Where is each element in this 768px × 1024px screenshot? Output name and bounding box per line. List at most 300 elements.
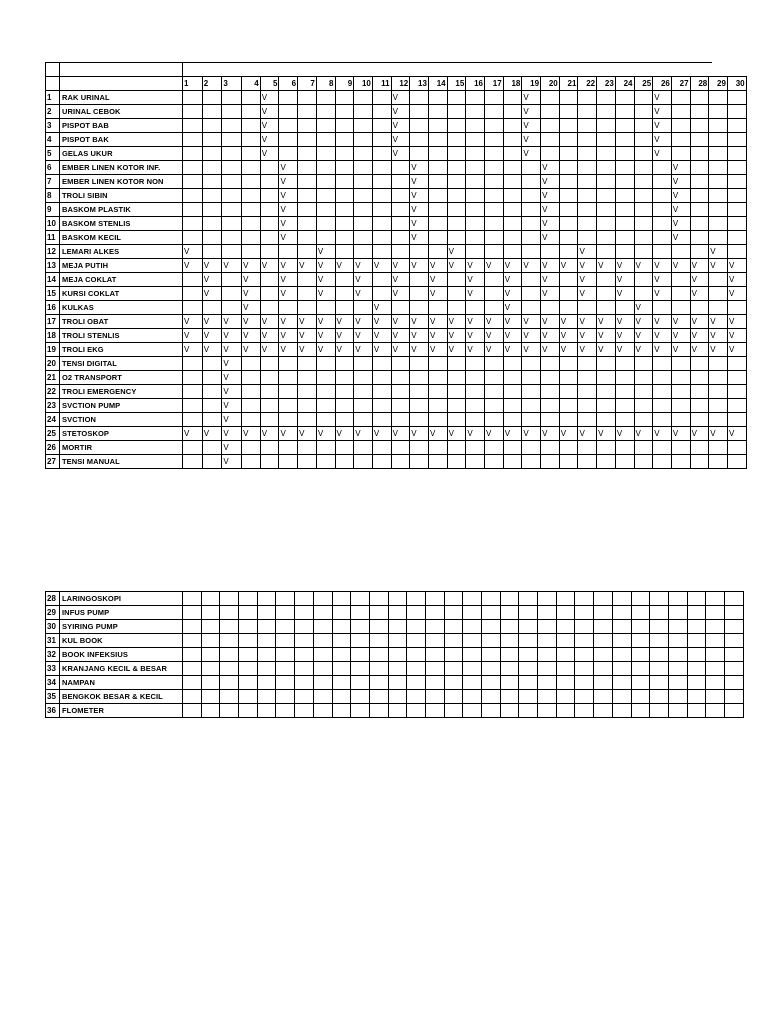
- day-check-cell[interactable]: [183, 147, 203, 161]
- day-check-cell[interactable]: V: [335, 259, 354, 273]
- day-check-cell[interactable]: [485, 273, 504, 287]
- day-check-cell[interactable]: [668, 634, 687, 648]
- day-check-cell[interactable]: [594, 606, 613, 620]
- day-check-cell[interactable]: V: [354, 273, 373, 287]
- day-check-cell[interactable]: V: [653, 287, 672, 301]
- day-check-cell[interactable]: [332, 704, 351, 718]
- day-check-cell[interactable]: [578, 91, 597, 105]
- day-check-cell[interactable]: [541, 371, 560, 385]
- day-check-cell[interactable]: [372, 357, 391, 371]
- day-check-cell[interactable]: [709, 399, 728, 413]
- day-check-cell[interactable]: [522, 273, 541, 287]
- day-check-cell[interactable]: [332, 662, 351, 676]
- day-check-cell[interactable]: [482, 592, 501, 606]
- day-check-cell[interactable]: [183, 91, 203, 105]
- day-check-cell[interactable]: [295, 662, 314, 676]
- day-check-cell[interactable]: [709, 147, 728, 161]
- day-check-cell[interactable]: [242, 357, 261, 371]
- day-check-cell[interactable]: [425, 592, 444, 606]
- day-check-cell[interactable]: [183, 634, 202, 648]
- day-check-cell[interactable]: [650, 676, 669, 690]
- day-check-cell[interactable]: [612, 704, 631, 718]
- day-check-cell[interactable]: [706, 704, 725, 718]
- day-check-cell[interactable]: V: [503, 343, 522, 357]
- day-check-cell[interactable]: [354, 371, 373, 385]
- day-check-cell[interactable]: [631, 662, 650, 676]
- day-check-cell[interactable]: [335, 455, 354, 469]
- day-check-cell[interactable]: V: [183, 315, 203, 329]
- day-check-cell[interactable]: [690, 371, 709, 385]
- day-check-cell[interactable]: [653, 231, 672, 245]
- day-check-cell[interactable]: [727, 413, 746, 427]
- day-check-cell[interactable]: [556, 620, 575, 634]
- day-check-cell[interactable]: [410, 413, 429, 427]
- day-check-cell[interactable]: [709, 287, 728, 301]
- day-check-cell[interactable]: V: [615, 273, 634, 287]
- day-check-cell[interactable]: [183, 175, 203, 189]
- day-check-cell[interactable]: [388, 634, 407, 648]
- day-check-cell[interactable]: [276, 648, 295, 662]
- day-check-cell[interactable]: [634, 189, 653, 203]
- day-check-cell[interactable]: V: [428, 329, 447, 343]
- day-check-cell[interactable]: [482, 648, 501, 662]
- day-check-cell[interactable]: [522, 399, 541, 413]
- day-check-cell[interactable]: [519, 690, 538, 704]
- day-check-cell[interactable]: V: [522, 427, 541, 441]
- day-check-cell[interactable]: V: [410, 315, 429, 329]
- day-check-cell[interactable]: [690, 203, 709, 217]
- day-check-cell[interactable]: [335, 413, 354, 427]
- day-check-cell[interactable]: [485, 105, 504, 119]
- day-check-cell[interactable]: [597, 175, 616, 189]
- day-check-cell[interactable]: [653, 175, 672, 189]
- day-check-cell[interactable]: [463, 662, 482, 676]
- day-check-cell[interactable]: [242, 217, 261, 231]
- day-check-cell[interactable]: [260, 357, 279, 371]
- day-check-cell[interactable]: V: [410, 343, 429, 357]
- day-check-cell[interactable]: [463, 704, 482, 718]
- day-check-cell[interactable]: [612, 676, 631, 690]
- day-check-cell[interactable]: [522, 441, 541, 455]
- day-check-cell[interactable]: [668, 606, 687, 620]
- day-check-cell[interactable]: [634, 287, 653, 301]
- day-check-cell[interactable]: [538, 676, 557, 690]
- day-check-cell[interactable]: [466, 189, 485, 203]
- day-check-cell[interactable]: V: [260, 133, 279, 147]
- day-check-cell[interactable]: V: [709, 245, 728, 259]
- day-check-cell[interactable]: [295, 690, 314, 704]
- day-check-cell[interactable]: V: [541, 217, 560, 231]
- day-check-cell[interactable]: [466, 161, 485, 175]
- day-check-cell[interactable]: [183, 455, 203, 469]
- day-check-cell[interactable]: [316, 119, 335, 133]
- day-check-cell[interactable]: [578, 399, 597, 413]
- day-check-cell[interactable]: [541, 147, 560, 161]
- day-check-cell[interactable]: [522, 301, 541, 315]
- day-check-cell[interactable]: [201, 606, 220, 620]
- day-check-cell[interactable]: V: [578, 343, 597, 357]
- day-check-cell[interactable]: [724, 620, 743, 634]
- day-check-cell[interactable]: V: [634, 315, 653, 329]
- day-check-cell[interactable]: V: [653, 329, 672, 343]
- day-check-cell[interactable]: [500, 620, 519, 634]
- day-check-cell[interactable]: [183, 606, 202, 620]
- day-check-cell[interactable]: [220, 620, 239, 634]
- day-check-cell[interactable]: [447, 161, 466, 175]
- day-check-cell[interactable]: V: [541, 343, 560, 357]
- day-check-cell[interactable]: V: [634, 301, 653, 315]
- day-check-cell[interactable]: [519, 592, 538, 606]
- day-check-cell[interactable]: [671, 371, 690, 385]
- day-check-cell[interactable]: V: [279, 259, 298, 273]
- day-check-cell[interactable]: [428, 217, 447, 231]
- day-check-cell[interactable]: [202, 119, 222, 133]
- day-check-cell[interactable]: [428, 161, 447, 175]
- day-check-cell[interactable]: [466, 217, 485, 231]
- day-check-cell[interactable]: [428, 105, 447, 119]
- day-check-cell[interactable]: V: [335, 315, 354, 329]
- day-check-cell[interactable]: [447, 91, 466, 105]
- day-check-cell[interactable]: [410, 133, 429, 147]
- day-check-cell[interactable]: [690, 175, 709, 189]
- day-check-cell[interactable]: [391, 455, 410, 469]
- day-check-cell[interactable]: [578, 231, 597, 245]
- day-check-cell[interactable]: [503, 231, 522, 245]
- day-check-cell[interactable]: [316, 189, 335, 203]
- day-check-cell[interactable]: [653, 455, 672, 469]
- day-check-cell[interactable]: [372, 245, 391, 259]
- day-check-cell[interactable]: [500, 690, 519, 704]
- day-check-cell[interactable]: [201, 620, 220, 634]
- day-check-cell[interactable]: V: [709, 329, 728, 343]
- day-check-cell[interactable]: [298, 413, 317, 427]
- day-check-cell[interactable]: [279, 399, 298, 413]
- day-check-cell[interactable]: [597, 385, 616, 399]
- day-check-cell[interactable]: V: [316, 427, 335, 441]
- day-check-cell[interactable]: V: [522, 119, 541, 133]
- day-check-cell[interactable]: [634, 175, 653, 189]
- day-check-cell[interactable]: [485, 189, 504, 203]
- day-check-cell[interactable]: V: [222, 343, 242, 357]
- day-check-cell[interactable]: [260, 203, 279, 217]
- day-check-cell[interactable]: V: [690, 427, 709, 441]
- day-check-cell[interactable]: [653, 161, 672, 175]
- day-check-cell[interactable]: [727, 385, 746, 399]
- day-check-cell[interactable]: [597, 161, 616, 175]
- day-check-cell[interactable]: [668, 620, 687, 634]
- day-check-cell[interactable]: [556, 648, 575, 662]
- day-check-cell[interactable]: [410, 105, 429, 119]
- day-check-cell[interactable]: [559, 91, 578, 105]
- day-check-cell[interactable]: V: [671, 231, 690, 245]
- day-check-cell[interactable]: [709, 441, 728, 455]
- day-check-cell[interactable]: V: [578, 259, 597, 273]
- day-check-cell[interactable]: [202, 385, 222, 399]
- day-check-cell[interactable]: [650, 690, 669, 704]
- day-check-cell[interactable]: [391, 175, 410, 189]
- day-check-cell[interactable]: [559, 413, 578, 427]
- day-check-cell[interactable]: [183, 620, 202, 634]
- day-check-cell[interactable]: [541, 413, 560, 427]
- day-check-cell[interactable]: V: [559, 427, 578, 441]
- day-check-cell[interactable]: [503, 371, 522, 385]
- day-check-cell[interactable]: [597, 287, 616, 301]
- day-check-cell[interactable]: [538, 606, 557, 620]
- day-check-cell[interactable]: [634, 231, 653, 245]
- day-check-cell[interactable]: [354, 105, 373, 119]
- day-check-cell[interactable]: [668, 662, 687, 676]
- day-check-cell[interactable]: [222, 287, 242, 301]
- day-check-cell[interactable]: [615, 217, 634, 231]
- day-check-cell[interactable]: [313, 620, 332, 634]
- day-check-cell[interactable]: V: [391, 329, 410, 343]
- day-check-cell[interactable]: [447, 119, 466, 133]
- day-check-cell[interactable]: V: [727, 259, 746, 273]
- day-check-cell[interactable]: V: [485, 315, 504, 329]
- day-check-cell[interactable]: [578, 175, 597, 189]
- day-check-cell[interactable]: [388, 648, 407, 662]
- day-check-cell[interactable]: [727, 105, 746, 119]
- day-check-cell[interactable]: [222, 189, 242, 203]
- day-check-cell[interactable]: V: [709, 427, 728, 441]
- day-check-cell[interactable]: [316, 217, 335, 231]
- day-check-cell[interactable]: [391, 399, 410, 413]
- day-check-cell[interactable]: [597, 147, 616, 161]
- day-check-cell[interactable]: V: [354, 259, 373, 273]
- day-check-cell[interactable]: [298, 287, 317, 301]
- day-check-cell[interactable]: V: [410, 175, 429, 189]
- day-check-cell[interactable]: [410, 441, 429, 455]
- day-check-cell[interactable]: V: [727, 273, 746, 287]
- day-check-cell[interactable]: [466, 385, 485, 399]
- day-check-cell[interactable]: [183, 203, 203, 217]
- day-check-cell[interactable]: [503, 133, 522, 147]
- day-check-cell[interactable]: [298, 357, 317, 371]
- day-check-cell[interactable]: [503, 385, 522, 399]
- day-check-cell[interactable]: [316, 385, 335, 399]
- day-check-cell[interactable]: [466, 371, 485, 385]
- day-check-cell[interactable]: [634, 273, 653, 287]
- day-check-cell[interactable]: [447, 231, 466, 245]
- day-check-cell[interactable]: [391, 371, 410, 385]
- day-check-cell[interactable]: V: [615, 329, 634, 343]
- day-check-cell[interactable]: [276, 690, 295, 704]
- day-check-cell[interactable]: V: [634, 259, 653, 273]
- day-check-cell[interactable]: [369, 690, 388, 704]
- day-check-cell[interactable]: [369, 676, 388, 690]
- day-check-cell[interactable]: [690, 231, 709, 245]
- day-check-cell[interactable]: [538, 634, 557, 648]
- day-check-cell[interactable]: [428, 385, 447, 399]
- day-check-cell[interactable]: V: [316, 343, 335, 357]
- day-check-cell[interactable]: [391, 161, 410, 175]
- day-check-cell[interactable]: V: [671, 203, 690, 217]
- day-check-cell[interactable]: V: [298, 259, 317, 273]
- day-check-cell[interactable]: [727, 371, 746, 385]
- day-check-cell[interactable]: V: [466, 329, 485, 343]
- day-check-cell[interactable]: [447, 147, 466, 161]
- day-check-cell[interactable]: [522, 357, 541, 371]
- day-check-cell[interactable]: [260, 301, 279, 315]
- day-check-cell[interactable]: [687, 676, 706, 690]
- day-check-cell[interactable]: [615, 371, 634, 385]
- day-check-cell[interactable]: [612, 634, 631, 648]
- day-check-cell[interactable]: [410, 147, 429, 161]
- day-check-cell[interactable]: V: [183, 245, 203, 259]
- day-check-cell[interactable]: V: [485, 343, 504, 357]
- day-check-cell[interactable]: [687, 606, 706, 620]
- day-check-cell[interactable]: [671, 245, 690, 259]
- day-check-cell[interactable]: [631, 620, 650, 634]
- day-check-cell[interactable]: [242, 385, 261, 399]
- day-check-cell[interactable]: [671, 301, 690, 315]
- day-check-cell[interactable]: [388, 620, 407, 634]
- day-check-cell[interactable]: V: [559, 329, 578, 343]
- day-check-cell[interactable]: [428, 231, 447, 245]
- day-check-cell[interactable]: [260, 245, 279, 259]
- day-check-cell[interactable]: [612, 606, 631, 620]
- day-check-cell[interactable]: V: [634, 329, 653, 343]
- day-check-cell[interactable]: [466, 147, 485, 161]
- day-check-cell[interactable]: V: [578, 315, 597, 329]
- day-check-cell[interactable]: [354, 189, 373, 203]
- day-check-cell[interactable]: V: [485, 329, 504, 343]
- day-check-cell[interactable]: V: [335, 427, 354, 441]
- day-check-cell[interactable]: [425, 648, 444, 662]
- day-check-cell[interactable]: [354, 245, 373, 259]
- day-check-cell[interactable]: [575, 704, 594, 718]
- day-check-cell[interactable]: [447, 105, 466, 119]
- day-check-cell[interactable]: [709, 231, 728, 245]
- day-check-cell[interactable]: V: [202, 427, 222, 441]
- day-check-cell[interactable]: V: [671, 217, 690, 231]
- day-check-cell[interactable]: [354, 147, 373, 161]
- day-check-cell[interactable]: [687, 620, 706, 634]
- day-check-cell[interactable]: [634, 371, 653, 385]
- day-check-cell[interactable]: [242, 413, 261, 427]
- day-check-cell[interactable]: [279, 91, 298, 105]
- day-check-cell[interactable]: V: [279, 231, 298, 245]
- day-check-cell[interactable]: [335, 203, 354, 217]
- day-check-cell[interactable]: [668, 648, 687, 662]
- day-check-cell[interactable]: [485, 147, 504, 161]
- day-check-cell[interactable]: [242, 203, 261, 217]
- day-check-cell[interactable]: [372, 371, 391, 385]
- day-check-cell[interactable]: V: [279, 343, 298, 357]
- day-check-cell[interactable]: [332, 634, 351, 648]
- day-check-cell[interactable]: [222, 133, 242, 147]
- day-check-cell[interactable]: [631, 592, 650, 606]
- day-check-cell[interactable]: [615, 147, 634, 161]
- day-check-cell[interactable]: [428, 357, 447, 371]
- day-check-cell[interactable]: [709, 301, 728, 315]
- day-check-cell[interactable]: [335, 217, 354, 231]
- day-check-cell[interactable]: [202, 455, 222, 469]
- day-check-cell[interactable]: [242, 161, 261, 175]
- day-check-cell[interactable]: [671, 441, 690, 455]
- day-check-cell[interactable]: V: [541, 315, 560, 329]
- day-check-cell[interactable]: [351, 662, 370, 676]
- day-check-cell[interactable]: [727, 399, 746, 413]
- day-check-cell[interactable]: [687, 648, 706, 662]
- day-check-cell[interactable]: [447, 273, 466, 287]
- day-check-cell[interactable]: [634, 203, 653, 217]
- day-check-cell[interactable]: [634, 217, 653, 231]
- day-check-cell[interactable]: [709, 105, 728, 119]
- day-check-cell[interactable]: [578, 189, 597, 203]
- day-check-cell[interactable]: V: [615, 427, 634, 441]
- day-check-cell[interactable]: [447, 287, 466, 301]
- day-check-cell[interactable]: [222, 175, 242, 189]
- day-check-cell[interactable]: V: [597, 259, 616, 273]
- day-check-cell[interactable]: [463, 676, 482, 690]
- day-check-cell[interactable]: [335, 273, 354, 287]
- day-check-cell[interactable]: V: [559, 259, 578, 273]
- day-check-cell[interactable]: [425, 690, 444, 704]
- day-check-cell[interactable]: [335, 441, 354, 455]
- day-check-cell[interactable]: [503, 147, 522, 161]
- day-check-cell[interactable]: [500, 676, 519, 690]
- day-check-cell[interactable]: [335, 147, 354, 161]
- day-check-cell[interactable]: V: [522, 105, 541, 119]
- day-check-cell[interactable]: [428, 245, 447, 259]
- day-check-cell[interactable]: [410, 287, 429, 301]
- day-check-cell[interactable]: [335, 385, 354, 399]
- day-check-cell[interactable]: [335, 133, 354, 147]
- day-check-cell[interactable]: [485, 371, 504, 385]
- day-check-cell[interactable]: [594, 662, 613, 676]
- day-check-cell[interactable]: [727, 231, 746, 245]
- day-check-cell[interactable]: V: [447, 259, 466, 273]
- day-check-cell[interactable]: [709, 133, 728, 147]
- day-check-cell[interactable]: V: [447, 315, 466, 329]
- day-check-cell[interactable]: [183, 231, 203, 245]
- day-check-cell[interactable]: [727, 441, 746, 455]
- day-check-cell[interactable]: [298, 147, 317, 161]
- day-check-cell[interactable]: V: [522, 91, 541, 105]
- day-check-cell[interactable]: [538, 704, 557, 718]
- day-check-cell[interactable]: [298, 105, 317, 119]
- day-check-cell[interactable]: [485, 245, 504, 259]
- day-check-cell[interactable]: [276, 606, 295, 620]
- day-check-cell[interactable]: [578, 147, 597, 161]
- day-check-cell[interactable]: [727, 119, 746, 133]
- day-check-cell[interactable]: V: [541, 427, 560, 441]
- day-check-cell[interactable]: [410, 371, 429, 385]
- day-check-cell[interactable]: [575, 648, 594, 662]
- day-check-cell[interactable]: V: [279, 287, 298, 301]
- day-check-cell[interactable]: V: [615, 287, 634, 301]
- day-check-cell[interactable]: V: [260, 119, 279, 133]
- day-check-cell[interactable]: [242, 119, 261, 133]
- day-check-cell[interactable]: [335, 231, 354, 245]
- day-check-cell[interactable]: [578, 119, 597, 133]
- day-check-cell[interactable]: [410, 301, 429, 315]
- day-check-cell[interactable]: V: [316, 245, 335, 259]
- day-check-cell[interactable]: [631, 606, 650, 620]
- day-check-cell[interactable]: [709, 455, 728, 469]
- day-check-cell[interactable]: [706, 690, 725, 704]
- day-check-cell[interactable]: [447, 399, 466, 413]
- day-check-cell[interactable]: [202, 371, 222, 385]
- day-check-cell[interactable]: [687, 662, 706, 676]
- day-check-cell[interactable]: [447, 371, 466, 385]
- day-check-cell[interactable]: [222, 91, 242, 105]
- day-check-cell[interactable]: V: [653, 91, 672, 105]
- day-check-cell[interactable]: [298, 203, 317, 217]
- day-check-cell[interactable]: [709, 385, 728, 399]
- day-check-cell[interactable]: [410, 455, 429, 469]
